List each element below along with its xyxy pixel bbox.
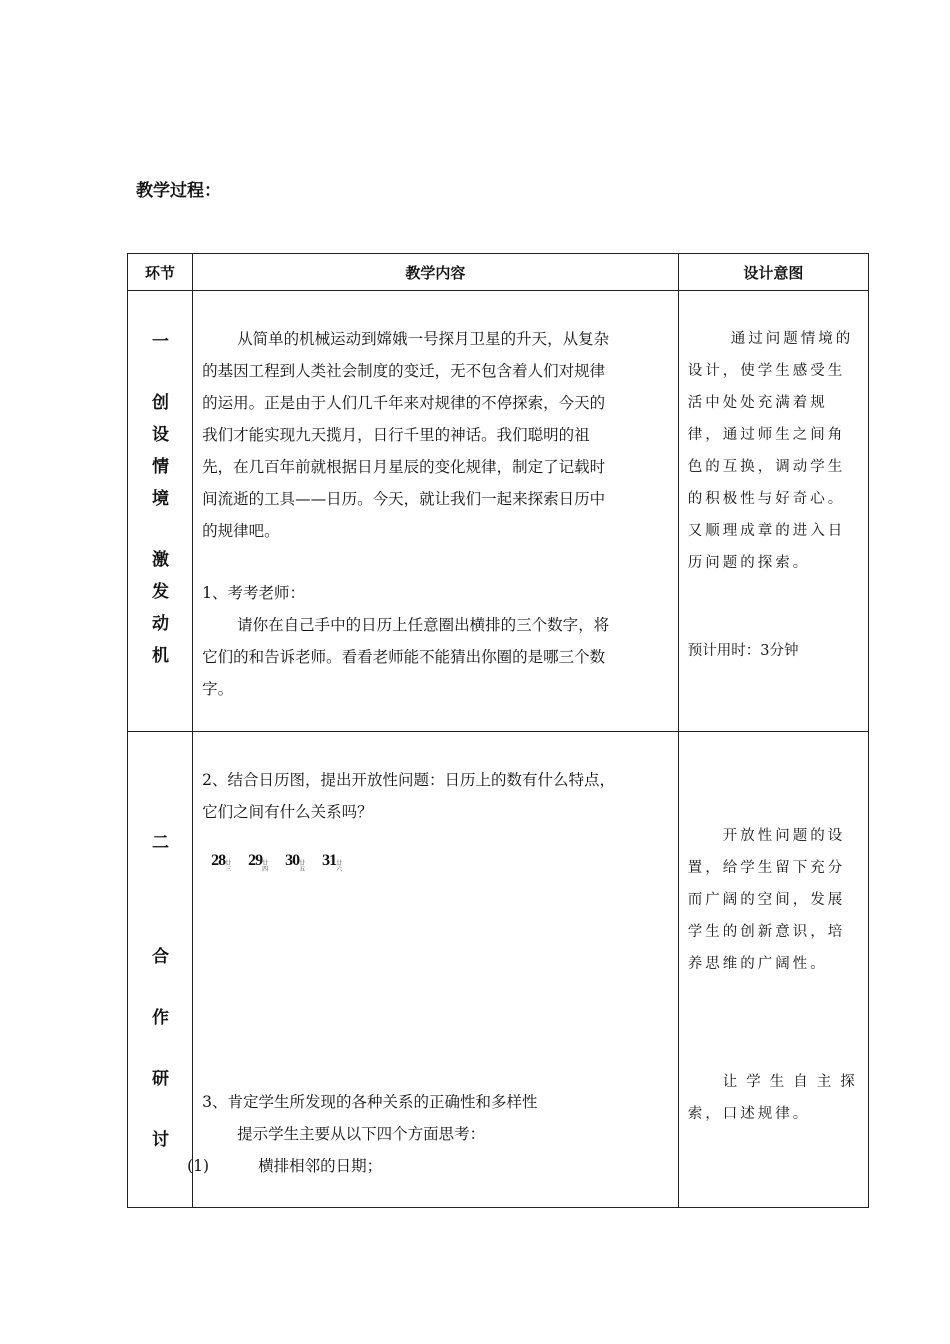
- calendar-date: 31: [322, 852, 337, 869]
- intro-line: 从简单的机械运动到嫦娥一号探月卫星的升天，从复杂: [237, 330, 610, 348]
- item-2-line: 2、结合日历图，提出开放性问题：日历上的数有什么特点，: [202, 771, 615, 789]
- stage-char: 境: [152, 489, 169, 509]
- item-1-line: 它们的和告诉老师。看看老师能不能猜出你圈的是哪三个数: [202, 648, 606, 666]
- intro-line: 的运用。正是由于人们几千年来对规律的不停探索，今天的: [202, 394, 606, 412]
- stage-char: 讨: [152, 1130, 169, 1150]
- intro-line: 的基因工程到人类社会制度的变迁，无不包含着人们对规律: [202, 362, 606, 380]
- stage-char: 设: [152, 425, 169, 445]
- stage-char: 发: [152, 582, 169, 602]
- intro-line: 我们才能实现九天揽月，日行千里的神话。我们聪明的祖: [202, 426, 590, 444]
- calendar-date: 30: [285, 852, 300, 869]
- header-intent: 设计意图: [678, 254, 868, 291]
- stage-char: 激: [152, 550, 169, 570]
- intro-line: 的规律吧。: [202, 522, 280, 540]
- intent-line: 通过问题情境的: [730, 331, 854, 347]
- item-1-heading: 1、考考老师：: [202, 584, 305, 602]
- stage-char: 一: [152, 332, 169, 352]
- intent-line: 让学生自主探: [722, 1074, 864, 1090]
- calendar-day: [322, 852, 345, 873]
- point-1-text: 横排相邻的日期；: [258, 1157, 383, 1175]
- content-cell-1: [193, 291, 679, 732]
- table-row: [128, 291, 869, 732]
- content-cell-2: [187, 732, 679, 1208]
- table-header-row: [128, 254, 869, 291]
- calendar-day: [248, 852, 271, 873]
- stage-char: 创: [152, 393, 169, 413]
- item-1-line: 字。: [202, 680, 234, 698]
- intent-cell-1: [678, 291, 868, 732]
- intent-line: 而广阔的空间，发展: [687, 892, 846, 908]
- calendar-day: [211, 852, 234, 873]
- intent-line: 又顺理成章的进入日: [687, 523, 846, 539]
- item-2-line: 它们之间有什么关系吗？: [202, 803, 373, 821]
- calendar-lunar: 廿四: [262, 860, 269, 873]
- stage-char: 二: [152, 833, 169, 853]
- item-1-line: 请你在自己手中的日历上任意圈出横排的三个数字，将: [237, 616, 610, 634]
- intro-line: 间流逝的工具——日历。今天，就让我们一起来探索日历中: [202, 490, 606, 508]
- intent-line: 索，口述规律。: [687, 1106, 811, 1122]
- stage-char: 动: [152, 614, 169, 634]
- calendar-lunar: 廿三: [225, 860, 232, 873]
- item-3-heading: 3、肯定学生所发现的各种关系的正确性和多样性: [202, 1093, 538, 1111]
- stage-cell-2: [128, 732, 193, 1208]
- intent-cell-2: [678, 732, 868, 1208]
- intent-line: 活中处处充满着规: [687, 395, 828, 411]
- table-row: [128, 732, 869, 1208]
- intent-line: 设计，使学生感受生: [687, 363, 846, 379]
- calendar-lunar: 廿五: [299, 860, 306, 873]
- stage-char: 合: [152, 947, 169, 967]
- stage-char: 研: [152, 1069, 169, 1089]
- item-3-hint: 提示学生主要从以下四个方面思考：: [237, 1125, 486, 1143]
- time-estimate: 预计用时：3分钟: [687, 643, 799, 659]
- intent-line: 开放性问题的设: [722, 828, 846, 844]
- stage-char: 情: [152, 457, 169, 477]
- stage-char: 作: [152, 1008, 169, 1028]
- point-1-number: (1): [187, 1157, 210, 1175]
- calendar-date: 28: [211, 852, 226, 869]
- lesson-process-table: [127, 253, 869, 1208]
- intent-line: 学生的创新意识，培: [687, 924, 846, 940]
- intent-line: 色的互换，调动学生: [687, 459, 846, 475]
- intro-line: 先，在几百年前就根据日月星辰的变化规律，制定了记载时: [202, 458, 606, 476]
- stage-cell-1: [128, 291, 193, 732]
- intent-line: 养思维的广阔性。: [687, 956, 828, 972]
- calendar-date: 29: [248, 852, 263, 869]
- stage-char: 机: [152, 646, 169, 666]
- calendar-lunar: 廿六: [336, 860, 343, 873]
- header-content: 教学内容: [193, 254, 679, 291]
- calendar-day: [285, 852, 308, 873]
- intent-line: 历问题的探索。: [687, 555, 811, 571]
- intent-line: 置，给学生留下充分: [687, 860, 846, 876]
- intent-line: 律，通过师生之间角: [687, 427, 846, 443]
- page-title: 教学过程：: [136, 181, 221, 201]
- intent-line: 的积极性与好奇心。: [687, 491, 846, 507]
- calendar-image: [211, 852, 345, 873]
- header-stage: 环节: [128, 254, 193, 291]
